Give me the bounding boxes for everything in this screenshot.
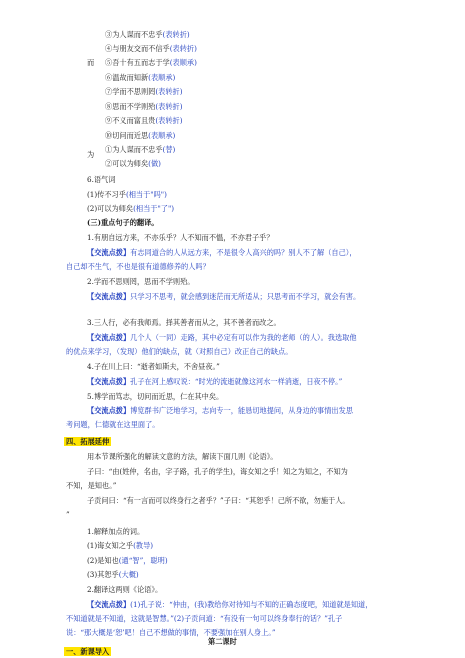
translation-q2: 2.学而不思则罔，思而不学则殆。 <box>87 277 195 286</box>
translation-a3-line2: 的优点来学习，（发现）他们的缺点，就（对照自己）改正自己的缺点。 <box>66 347 293 356</box>
er-label: 而 <box>87 58 95 67</box>
extension-quote-line1: 子曰：“由(姓仲，名由，字子路，孔子的学生)，诲女知之乎！知之为知之，不知为 <box>87 467 348 476</box>
wei-item-3: ③为人谋而不忠乎(表转折) <box>105 30 190 39</box>
er-item-7: ⑦学而不思则罔(表转折) <box>105 87 183 96</box>
translation-q4: 4.子在川上曰：“逝者如斯夫，不舍昼夜。” <box>87 362 220 371</box>
extension-quote-line4: ” <box>66 510 70 519</box>
extension-word-3: (3)其恕乎(大概) <box>87 570 139 579</box>
extension-answer-line2: 不知道就是不知道，这就是智慧。”(2)子贡问道：“有没有一句可以终身奉行的话？”孔子 <box>66 614 343 623</box>
er-item-5: ⑤吾十有五而志于学(表顺承) <box>105 58 197 67</box>
wei2-item-1: ①为人谋而不忠乎(替) <box>105 145 176 154</box>
er-item-8: ⑧思而不学则殆(表转折) <box>105 102 183 111</box>
extension-quote-line3: 子贡问曰：“有一言而可以终身行之者乎？”子曰：“其恕乎！己所不欲，勿施于人。 <box>87 496 350 505</box>
translation-a5-line2: 考问题，仁德就在这里面了。 <box>66 420 160 429</box>
er-item-9: ⑨不义而富且贵(表转折) <box>105 116 183 125</box>
wei2-item-2: ②可以为师矣(做) <box>105 159 161 168</box>
er-item-6: ⑥温故而知新(表顺承) <box>105 73 176 82</box>
translation-heading: (三)重点句子的翻译。 <box>87 218 159 227</box>
translation-a2: 【交流点拨】只学习不思考，就会感到迷茫而无所适从；只思考而不学习，就会有害。 <box>87 292 361 301</box>
wei2-label: 为 <box>87 150 95 159</box>
translation-a3-line1: 【交流点拨】几个人（一同）走路，其中必定有可以作为我的老师（的人）。我选取他 <box>87 333 357 342</box>
extension-word-1: (1)诲女知之乎(教导) <box>87 541 154 550</box>
extension-task1: 1.解释加点的词。 <box>87 527 145 536</box>
translation-a5-line1: 【交流点拨】博览群书广泛地学习，志向专一，能恳切地提问，从身边的事情出发思 <box>87 406 353 415</box>
er-item-10: ⑩切问而近思(表顺承) <box>105 131 176 140</box>
translation-a1-line2: 自己却不生气，不也是很有道德修养的人吗？ <box>66 262 210 271</box>
translation-q1: 1.有朋自远方来，不亦乐乎？人不知而不愠，不亦君子乎？ <box>87 233 274 242</box>
exchange-tag: 【交流点拨】 <box>87 248 131 257</box>
translation-a4: 【交流点拨】孔子在河上感叹说：“时光的流逝就像这河水一样消逝，日夜不停。” <box>87 377 343 386</box>
translation-q3: 3.三人行，必有我师焉。择其善者而从之，其不善者而改之。 <box>87 318 281 327</box>
lesson2-title: 第二课时 <box>208 637 237 646</box>
lesson2-heading: 一、新课导入 <box>66 647 110 656</box>
extension-word-2: (2)是知也(通“智”，聪明) <box>87 556 168 565</box>
extension-heading: 四、拓展延伸 <box>66 437 110 446</box>
modal-item-1: (1)传不习乎(相当于"吗") <box>87 190 167 199</box>
extension-task2: 2.翻译这两则《论语》。 <box>87 585 163 594</box>
modal-heading: 6.语气词 <box>87 175 116 184</box>
extension-quote-line2: 不知，是知也。” <box>66 481 117 490</box>
extension-intro: 用本节课所强化的解读文意的方法，解读下面几则《论语》。 <box>87 452 278 461</box>
extension-answer-line1: 【交流点拨】(1)孔子说：“仲由，(我)教给你对待知与不知的正确态度吧，知道就是知道， <box>87 600 373 609</box>
modal-item-2: (2)可以为师矣(相当于"了") <box>87 204 175 213</box>
wei-item-4: ④与朋友交而不信乎(表转折) <box>105 44 197 53</box>
translation-a1-line1: 【交流点拨】有志同道合的人从远方来，不是很令人高兴的吗？别人不了解（自己）， <box>87 248 357 257</box>
translation-q5: 5.博学而笃志，切问而近思，仁在其中矣。 <box>87 392 224 401</box>
extension-answer-line3: 说：“那大概是‘恕’吧！自己不想做的事情，不要强加在别人身上。” <box>66 628 276 637</box>
